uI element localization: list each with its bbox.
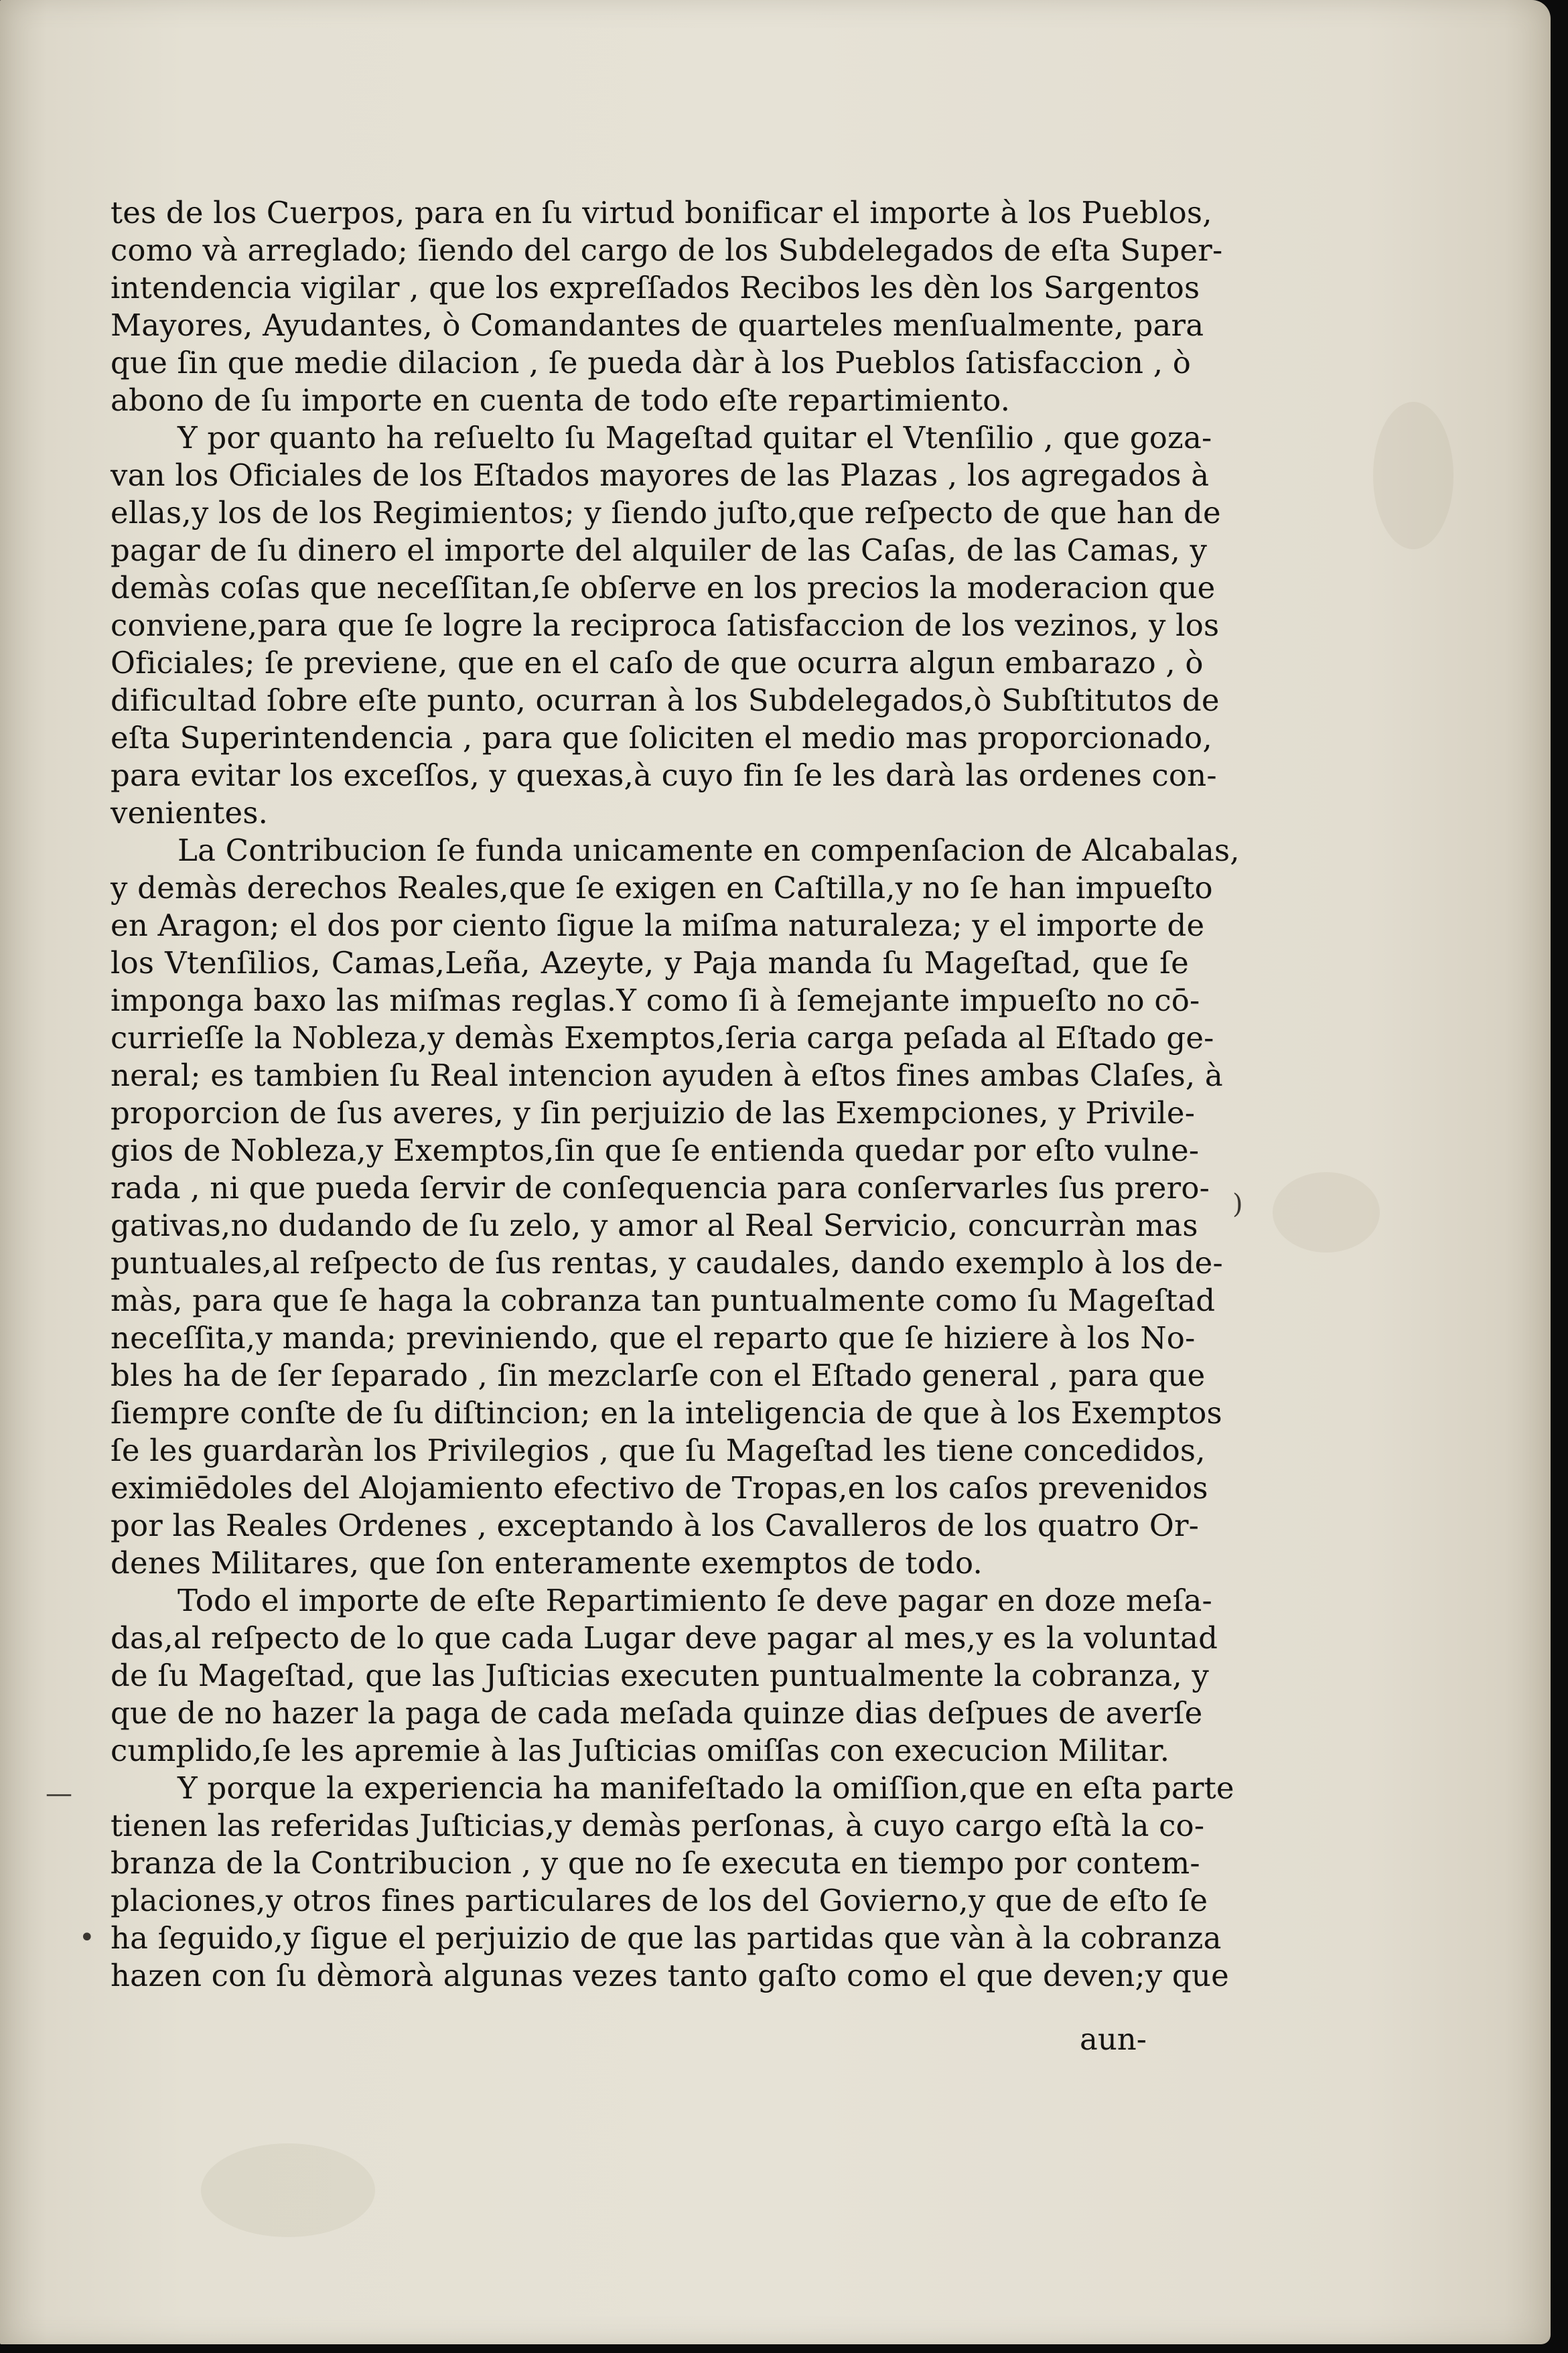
text-line: ſe les guardaràn los Privilegios , que ſu Mageſtad les tiene concedidos, xyxy=(111,1433,1206,1468)
paper-stain xyxy=(1373,402,1453,549)
text-line: cumplido,ſe les apremie à las Juſticias omiſſas con execucion Militar. xyxy=(111,1733,1170,1768)
paper-stain xyxy=(201,2143,375,2237)
text-line: conviene,para que ſe logre la reciproca ſatisfaccion de los vezinos, y los xyxy=(111,608,1220,643)
text-line: Todo el importe de eſte Repartimiento ſe deve pagar en doze meſa- xyxy=(177,1583,1212,1618)
margin-bracket-mark: ) xyxy=(1232,1189,1243,1220)
text-line: denes Militares, que ſon enteramente exemptos de todo. xyxy=(111,1545,983,1581)
text-line: ha ſeguido,y ſigue el perjuizio de que las partidas que vàn à la cobranza xyxy=(111,1920,1222,1956)
text-line: tes de los Cuerpos, para en ſu virtud bonificar el importe à los Pueblos, xyxy=(111,195,1212,230)
text-line: eſta Superintendencia , para que ſoliciten el medio mas proporcionado, xyxy=(111,720,1212,756)
text-line: puntuales,al reſpecto de ſus rentas, y caudales, dando exemplo à los de- xyxy=(111,1245,1223,1281)
text-line: que de no hazer la paga de cada meſada quinze dias deſpues de averſe xyxy=(111,1695,1203,1731)
body-text xyxy=(111,194,1240,1995)
text-line: que ſin que medie dilacion , ſe pueda dàr à los Pueblos ſatisfaccion , ò xyxy=(111,345,1192,380)
text-line: neceſſita,y manda; previniendo, que el reparto que ſe hiziere à los No- xyxy=(111,1320,1196,1356)
catchword: aun- xyxy=(1080,2021,1147,2057)
text-line: intendencia vigilar , que los expreſſados Recibos les dèn los Sargentos xyxy=(111,270,1200,305)
text-line: Oficiales; ſe previene, que en el caſo de que ocurra algun embarazo , ò xyxy=(111,645,1204,681)
text-line: Y por quanto ha reſuelto ſu Mageſtad quitar el Vtenſilio , que goza- xyxy=(177,420,1212,455)
text-line: imponga baxo las miſmas reglas.Y como ſi à ſemejante impueſto no cō- xyxy=(111,983,1200,1018)
text-line: como và arreglado; ſiendo del cargo de los Subdelegados de eſta Super- xyxy=(111,232,1223,268)
text-line: van los Oficiales de los Eſtados mayores de las Plazas , los agregados à xyxy=(111,457,1210,493)
text-line: das,al reſpecto de lo que cada Lugar deve pagar al mes,y es la voluntad xyxy=(111,1620,1218,1656)
text-line: Y porque la experiencia ha manifeſtado la omiſſion,que en eſta parte xyxy=(177,1770,1234,1806)
text-line: gios de Nobleza,y Exemptos,ſin que ſe entienda quedar por eſto vulne- xyxy=(111,1133,1200,1168)
text-line: tienen las referidas Juſticias,y demàs perſonas, à cuyo cargo eſtà la co- xyxy=(111,1808,1205,1843)
text-line: para evitar los exceſſos, y quexas,à cuyo fin ſe les darà las ordenes con- xyxy=(111,758,1217,793)
text-line: gativas,no dudando de ſu zelo, y amor al Real Servicio, concurràn mas xyxy=(111,1208,1198,1243)
text-line: dificultad ſobre eſte punto, ocurran à los Subdelegados,ò Subſtitutos de xyxy=(111,683,1220,718)
text-line: La Contribucion ſe funda unicamente en compenſacion de Alcabalas, xyxy=(177,833,1240,868)
text-line: rada , ni que pueda ſervir de conſequencia para conſervarles ſus prero- xyxy=(111,1170,1210,1206)
text-line: en Aragon; el dos por ciento ſigue la miſma naturaleza; y el importe de xyxy=(111,908,1205,943)
text-line: ſiempre conſte de ſu diſtincion; en la inteligencia de que à los Exemptos xyxy=(111,1395,1222,1431)
text-line: Mayores, Ayudantes, ò Comandantes de quarteles menſualmente, para xyxy=(111,307,1204,343)
text-line: pagar de ſu dinero el importe del alquiler de las Caſas, de las Camas, y xyxy=(111,532,1208,568)
text-line: bles ha de ſer ſeparado , ſin mezclarſe con el Eſtado general , para que xyxy=(111,1358,1206,1393)
text-line: y demàs derechos Reales,que ſe exigen en Caſtilla,y no ſe han impueſto xyxy=(111,870,1213,906)
text-line: branza de la Contribucion , y que no ſe executa en tiempo por contem- xyxy=(111,1845,1200,1881)
text-line: abono de ſu importe en cuenta de todo eſte repartimiento. xyxy=(111,382,1011,418)
text-line: por las Reales Ordenes , exceptando à los Cavalleros de los quatro Or- xyxy=(111,1508,1200,1543)
text-line: neral; es tambien ſu Real intencion ayuden à eſtos fines ambas Claſes, à xyxy=(111,1058,1223,1093)
text-line: ellas,y los de los Regimientos; y ſiendo juſto,que reſpecto de que han de xyxy=(111,495,1221,530)
paper-stain xyxy=(1273,1172,1380,1253)
text-line: eximiēdoles del Alojamiento efectivo de Tropas,en los caſos prevenidos xyxy=(111,1470,1208,1506)
margin-dash-mark: — xyxy=(46,1778,72,1809)
text-line: hazen con ſu dèmorà algunas vezes tanto gaſto como el que deven;y que xyxy=(111,1958,1229,1993)
text-line: los Vtenſilios, Camas,Leña, Azeyte, y Paja manda ſu Mageſtad, que ſe xyxy=(111,945,1189,981)
text-line: màs, para que ſe haga la cobranza tan puntualmente como ſu Mageſtad xyxy=(111,1283,1216,1318)
text-line: de ſu Mageſtad, que las Juſticias executen puntualmente la cobranza, y xyxy=(111,1658,1210,1693)
text-line: demàs coſas que neceſſitan,ſe obſerve en los precios la moderacion que xyxy=(111,570,1216,605)
text-line: proporcion de ſus averes, y ſin perjuizio de las Exempciones, y Privile- xyxy=(111,1095,1196,1131)
text-line: currieſſe la Nobleza,y demàs Exemptos,ſeria carga peſada al Eſtado ge- xyxy=(111,1020,1214,1056)
text-line: placiones,y otros fines particulares de los del Govierno,y que de eſto ſe xyxy=(111,1883,1208,1918)
text-line: venientes. xyxy=(111,795,269,831)
margin-dot-mark: • xyxy=(79,1922,95,1953)
